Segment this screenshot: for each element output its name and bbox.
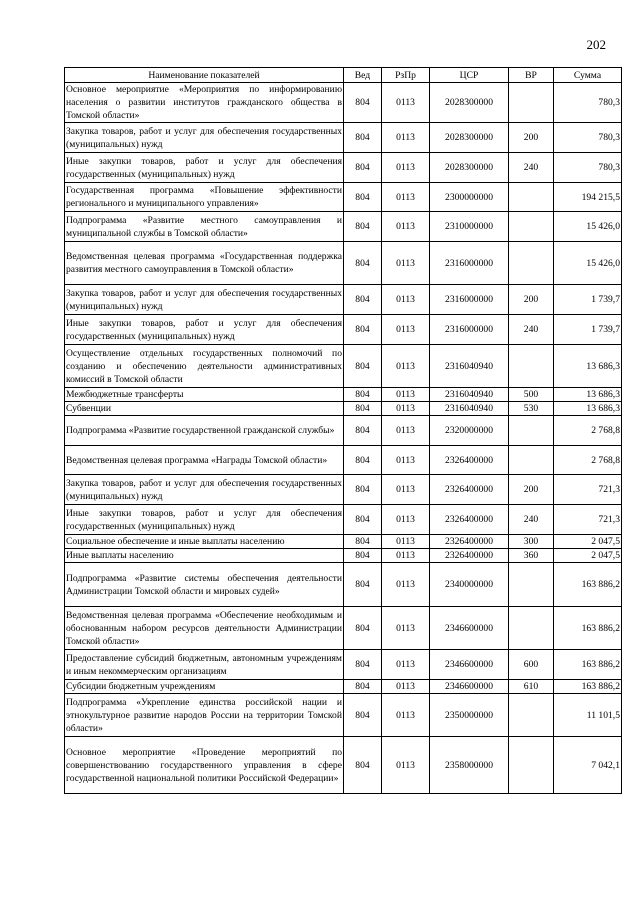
row-rzpr-cell: 0113 xyxy=(382,212,430,242)
row-rzpr-cell: 0113 xyxy=(382,285,430,315)
row-name-cell: Закупка товаров, работ и услуг для обеспечения государственных (муниципальных) нужд xyxy=(65,123,344,153)
row-rzpr-cell: 0113 xyxy=(382,446,430,475)
table-row xyxy=(65,694,622,737)
row-rzpr-cell: 0113 xyxy=(382,535,430,549)
row-sum-cell: 1 739,7 xyxy=(554,315,622,345)
header-name: Наименование показателей xyxy=(65,68,344,83)
row-ved-cell: 804 xyxy=(344,402,382,416)
row-rzpr-cell: 0113 xyxy=(382,694,430,737)
header-sum: Сумма xyxy=(554,68,622,83)
row-csr-cell: 2346600000 xyxy=(430,680,509,694)
row-sum-cell: 13 686,3 xyxy=(554,388,622,402)
row-rzpr-cell: 0113 xyxy=(382,607,430,650)
row-vr-cell: 530 xyxy=(509,402,554,416)
row-ved-cell: 804 xyxy=(344,285,382,315)
row-rzpr-cell: 0113 xyxy=(382,83,430,123)
row-sum-cell: 780,3 xyxy=(554,83,622,123)
row-csr-cell: 2350000000 xyxy=(430,694,509,737)
row-rzpr-cell: 0113 xyxy=(382,402,430,416)
row-csr-cell: 2310000000 xyxy=(430,212,509,242)
row-vr-cell xyxy=(509,607,554,650)
row-sum-cell: 163 886,2 xyxy=(554,680,622,694)
row-rzpr-cell: 0113 xyxy=(382,505,430,535)
row-vr-cell: 610 xyxy=(509,680,554,694)
budget-table xyxy=(64,67,622,794)
row-ved-cell: 804 xyxy=(344,475,382,505)
row-csr-cell: 2316040940 xyxy=(430,345,509,388)
row-sum-cell: 13 686,3 xyxy=(554,402,622,416)
table-body xyxy=(65,83,622,794)
row-name-cell: Иные закупки товаров, работ и услуг для обеспечения государственных (муниципальных) нужд xyxy=(65,315,344,345)
row-name-cell: Иные закупки товаров, работ и услуг для обеспечения государственных (муниципальных) нужд xyxy=(65,505,344,535)
table-row xyxy=(65,388,622,402)
row-csr-cell: 2028300000 xyxy=(430,153,509,183)
header-rzpr: РзПр xyxy=(382,68,430,83)
row-vr-cell: 240 xyxy=(509,153,554,183)
row-vr-cell xyxy=(509,83,554,123)
row-rzpr-cell: 0113 xyxy=(382,416,430,446)
row-rzpr-cell: 0113 xyxy=(382,549,430,563)
row-csr-cell: 2326400000 xyxy=(430,475,509,505)
row-sum-cell: 2 047,5 xyxy=(554,535,622,549)
row-rzpr-cell: 0113 xyxy=(382,650,430,680)
table-row xyxy=(65,315,622,345)
row-csr-cell: 2300000000 xyxy=(430,183,509,212)
row-name-cell: Основное мероприятие «Мероприятия по информированию населения о развитии институтов гражданского общества в Томской области» xyxy=(66,84,342,121)
row-name-cell: Субсидии бюджетным учреждениям xyxy=(65,680,344,694)
row-vr-cell xyxy=(509,242,554,285)
row-ved-cell: 804 xyxy=(344,212,382,242)
row-csr-cell: 2316040940 xyxy=(430,402,509,416)
row-csr-cell: 2326400000 xyxy=(430,549,509,563)
row-vr-cell: 360 xyxy=(509,549,554,563)
row-rzpr-cell: 0113 xyxy=(382,563,430,607)
row-vr-cell: 200 xyxy=(509,285,554,315)
row-vr-cell: 240 xyxy=(509,315,554,345)
row-name-cell: Предоставление субсидий бюджетным, автономным учреждениям и иным некоммерческим организациям xyxy=(65,650,344,680)
row-vr-cell xyxy=(509,212,554,242)
row-vr-cell: 200 xyxy=(509,123,554,153)
row-rzpr-cell: 0113 xyxy=(382,242,430,285)
table-row xyxy=(65,535,622,549)
row-vr-cell xyxy=(509,183,554,212)
table-row xyxy=(65,153,622,183)
header-ved: Вед xyxy=(344,68,382,83)
row-vr-cell: 500 xyxy=(509,388,554,402)
table-row xyxy=(65,475,622,505)
row-csr-cell: 2346600000 xyxy=(430,650,509,680)
row-rzpr-cell: 0113 xyxy=(382,123,430,153)
row-sum-cell: 780,3 xyxy=(554,123,622,153)
row-csr-cell: 2316000000 xyxy=(430,285,509,315)
row-ved-cell: 804 xyxy=(344,242,382,285)
row-name-cell: Закупка товаров, работ и услуг для обеспечения государственных (муниципальных) нужд xyxy=(65,285,344,315)
header-vr: ВР xyxy=(509,68,554,83)
row-csr-cell: 2316000000 xyxy=(430,242,509,285)
row-name-cell: Закупка товаров, работ и услуг для обеспечения государственных (муниципальных) нужд xyxy=(65,475,344,505)
row-rzpr-cell: 0113 xyxy=(382,737,430,794)
row-ved-cell: 804 xyxy=(344,607,382,650)
row-name-cell: Иные закупки товаров, работ и услуг для обеспечения государственных (муниципальных) нужд xyxy=(65,153,344,183)
row-vr-cell: 600 xyxy=(509,650,554,680)
row-csr-cell: 2028300000 xyxy=(430,123,509,153)
row-csr-cell: 2028300000 xyxy=(430,83,509,123)
row-ved-cell: 804 xyxy=(344,388,382,402)
row-name-cell: Ведомственная целевая программа «Обеспечение необходимым и обоснованным набором ресурсов деятельности Администрации Томской области» xyxy=(65,607,344,650)
row-name-cell: Подпрограмма «Развитие местного самоуправления и муниципальной службы в Томской области» xyxy=(65,212,344,242)
row-ved-cell: 804 xyxy=(344,416,382,446)
row-ved-cell: 804 xyxy=(344,315,382,345)
row-sum-cell: 15 426,0 xyxy=(554,212,622,242)
row-ved-cell: 804 xyxy=(344,446,382,475)
row-sum-cell: 13 686,3 xyxy=(554,345,622,388)
row-ved-cell: 804 xyxy=(344,183,382,212)
row-csr-cell: 2316000000 xyxy=(430,315,509,345)
row-ved-cell: 804 xyxy=(344,153,382,183)
row-sum-cell: 2 047,5 xyxy=(554,549,622,563)
table-row xyxy=(65,212,622,242)
row-name-cell: Государственная программа «Повышение эффективности регионального и муниципального управления» xyxy=(65,183,344,212)
row-sum-cell: 163 886,2 xyxy=(554,563,622,607)
row-vr-cell: 300 xyxy=(509,535,554,549)
row-sum-cell: 15 426,0 xyxy=(554,242,622,285)
table-row xyxy=(65,607,622,650)
row-vr-cell xyxy=(509,446,554,475)
row-sum-cell: 721,3 xyxy=(554,505,622,535)
table-row xyxy=(65,680,622,694)
row-ved-cell: 804 xyxy=(344,123,382,153)
row-vr-cell xyxy=(509,345,554,388)
row-rzpr-cell: 0113 xyxy=(382,475,430,505)
row-csr-cell: 2340000000 xyxy=(430,563,509,607)
row-sum-cell: 163 886,2 xyxy=(554,650,622,680)
row-sum-cell: 1 739,7 xyxy=(554,285,622,315)
row-ved-cell: 804 xyxy=(344,505,382,535)
row-rzpr-cell: 0113 xyxy=(382,345,430,388)
table-row xyxy=(65,505,622,535)
row-rzpr-cell: 0113 xyxy=(382,153,430,183)
row-name-cell: Ведомственная целевая программа «Государственная поддержка развития местного самоуправления в Томской области» xyxy=(65,242,344,285)
row-sum-cell: 2 768,8 xyxy=(554,416,622,446)
row-name-cell: Основное мероприятие «Проведение мероприятий по совершенствованию государственного управления в сфере государственной национальной политики Российской Федерации» xyxy=(65,737,344,794)
table-row xyxy=(65,183,622,212)
row-sum-cell: 780,3 xyxy=(554,153,622,183)
table-row xyxy=(65,402,622,416)
row-name-cell: Подпрограмма «Укрепление единства российской нации и этнокультурное развитие народов России на территории Томской области» xyxy=(65,694,344,737)
row-vr-cell: 240 xyxy=(509,505,554,535)
row-ved-cell: 804 xyxy=(344,680,382,694)
row-name-cell: Подпрограмма «Развитие системы обеспечения деятельности Администрации Томской области и мировых судей» xyxy=(65,563,344,607)
row-vr-cell xyxy=(509,694,554,737)
row-ved-cell: 804 xyxy=(344,549,382,563)
table-row xyxy=(65,549,622,563)
row-vr-cell: 200 xyxy=(509,475,554,505)
row-vr-cell xyxy=(509,563,554,607)
row-name-cell: Межбюджетные трансферты xyxy=(65,388,344,402)
row-csr-cell: 2326400000 xyxy=(430,446,509,475)
row-sum-cell: 721,3 xyxy=(554,475,622,505)
table-row xyxy=(65,446,622,475)
table-row xyxy=(65,416,622,446)
row-sum-cell: 7 042,1 xyxy=(554,737,622,794)
row-csr-cell: 2346600000 xyxy=(430,607,509,650)
row-csr-cell: 2326400000 xyxy=(430,535,509,549)
row-ved-cell: 804 xyxy=(344,535,382,549)
row-ved-cell: 804 xyxy=(344,650,382,680)
row-csr-cell: 2320000000 xyxy=(430,416,509,446)
row-sum-cell: 194 215,5 xyxy=(554,183,622,212)
table-row xyxy=(65,83,622,123)
row-vr-cell xyxy=(509,416,554,446)
row-csr-cell: 2326400000 xyxy=(430,505,509,535)
page-number: 202 xyxy=(586,37,606,52)
row-sum-cell: 163 886,2 xyxy=(554,607,622,650)
row-name-cell: Социальное обеспечение и иные выплаты населению xyxy=(65,535,344,549)
row-ved-cell: 804 xyxy=(344,345,382,388)
table-row xyxy=(65,285,622,315)
row-sum-cell: 11 101,5 xyxy=(554,694,622,737)
row-vr-cell xyxy=(509,737,554,794)
row-ved-cell: 804 xyxy=(344,83,382,123)
row-ved-cell: 804 xyxy=(344,694,382,737)
table-row xyxy=(65,242,622,285)
row-ved-cell: 804 xyxy=(344,737,382,794)
table-row xyxy=(65,563,622,607)
row-csr-cell: 2316040940 xyxy=(430,388,509,402)
table-header-row xyxy=(65,68,622,83)
row-name-cell: Иные выплаты населению xyxy=(65,549,344,563)
row-rzpr-cell: 0113 xyxy=(382,315,430,345)
table-row xyxy=(65,123,622,153)
table-row xyxy=(65,650,622,680)
row-rzpr-cell: 0113 xyxy=(382,388,430,402)
header-csr: ЦСР xyxy=(430,68,509,83)
row-name-cell: Ведомственная целевая программа «Награды Томской области» xyxy=(65,446,344,475)
row-rzpr-cell: 0113 xyxy=(382,183,430,212)
row-rzpr-cell: 0113 xyxy=(382,680,430,694)
row-sum-cell: 2 768,8 xyxy=(554,446,622,475)
row-csr-cell: 2358000000 xyxy=(430,737,509,794)
row-ved-cell: 804 xyxy=(344,563,382,607)
row-name-cell: Подпрограмма «Развитие государственной гражданской службы» xyxy=(65,416,344,446)
row-name-cell: Осуществление отдельных государственных полномочий по созданию и обеспечению деятельности административных комиссий в Томской области xyxy=(65,345,344,388)
table-row xyxy=(65,737,622,794)
row-name-cell: Субвенции xyxy=(65,402,344,416)
table-row xyxy=(65,345,622,388)
